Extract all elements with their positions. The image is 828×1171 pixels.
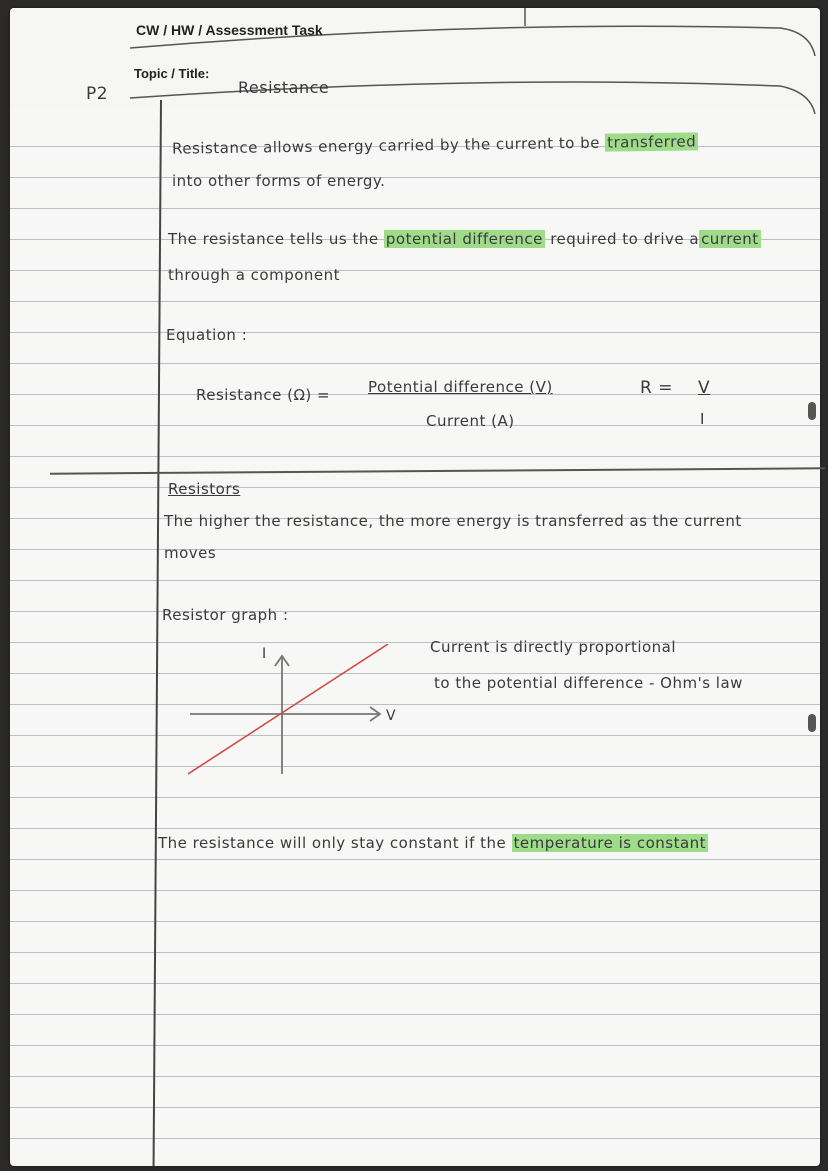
equation-short-den: I xyxy=(700,410,705,428)
equation-denominator: Current (A) xyxy=(426,412,515,430)
equation-numerator: Potential difference (V) xyxy=(368,378,553,396)
section-divider xyxy=(50,467,825,474)
equation-short-num: V xyxy=(698,378,711,398)
topic-label: Topic / Title: xyxy=(134,66,210,81)
highlight-potential-difference: potential difference xyxy=(385,230,543,248)
resistors-heading: Resistors xyxy=(168,480,241,498)
para1-text: Resistance allows energy carried by the current to be xyxy=(171,133,601,158)
notebook-page xyxy=(10,8,820,1166)
para2-line2: through a component xyxy=(168,266,341,284)
punch-hole-upper xyxy=(808,402,816,420)
task-label: CW / HW / Assessment Task xyxy=(136,22,323,38)
highlight-temperature-constant: temperature is constant xyxy=(513,834,707,852)
highlight-transferred: transferred xyxy=(607,132,697,152)
highlight-current: current xyxy=(701,230,759,248)
para1-line1 xyxy=(172,132,698,157)
graph-note-line1: Current is directly proportional xyxy=(430,638,677,656)
topic-value: Resistance xyxy=(238,78,330,97)
resistor-graph xyxy=(188,644,418,794)
equation-left: Resistance (Ω) = xyxy=(196,386,331,404)
para2-line1 xyxy=(168,230,761,248)
y-axis-label: I xyxy=(262,646,267,662)
final-text: The resistance will only stay constant if the xyxy=(158,834,507,852)
margin-line xyxy=(153,100,162,1166)
resistors-para-line1: The higher the resistance, the more energy is transferred as the current xyxy=(164,512,742,530)
equation-label: Equation : xyxy=(166,326,248,344)
graph-note-line2: to the potential difference - Ohm's law xyxy=(434,674,743,692)
header-rules xyxy=(10,8,820,118)
para1-line2: into other forms of energy. xyxy=(172,172,386,190)
page-code: P2 xyxy=(86,84,109,104)
resistors-para-line2: moves xyxy=(164,544,217,562)
para2-text: The resistance tells us the xyxy=(168,230,379,248)
x-axis-label: V xyxy=(386,708,396,724)
graph-label: Resistor graph : xyxy=(162,606,289,624)
para2-text-b: required to drive a xyxy=(550,230,700,248)
equation-short-lhs: R = xyxy=(640,378,673,398)
punch-hole-lower xyxy=(808,714,816,732)
final-line xyxy=(158,834,708,852)
